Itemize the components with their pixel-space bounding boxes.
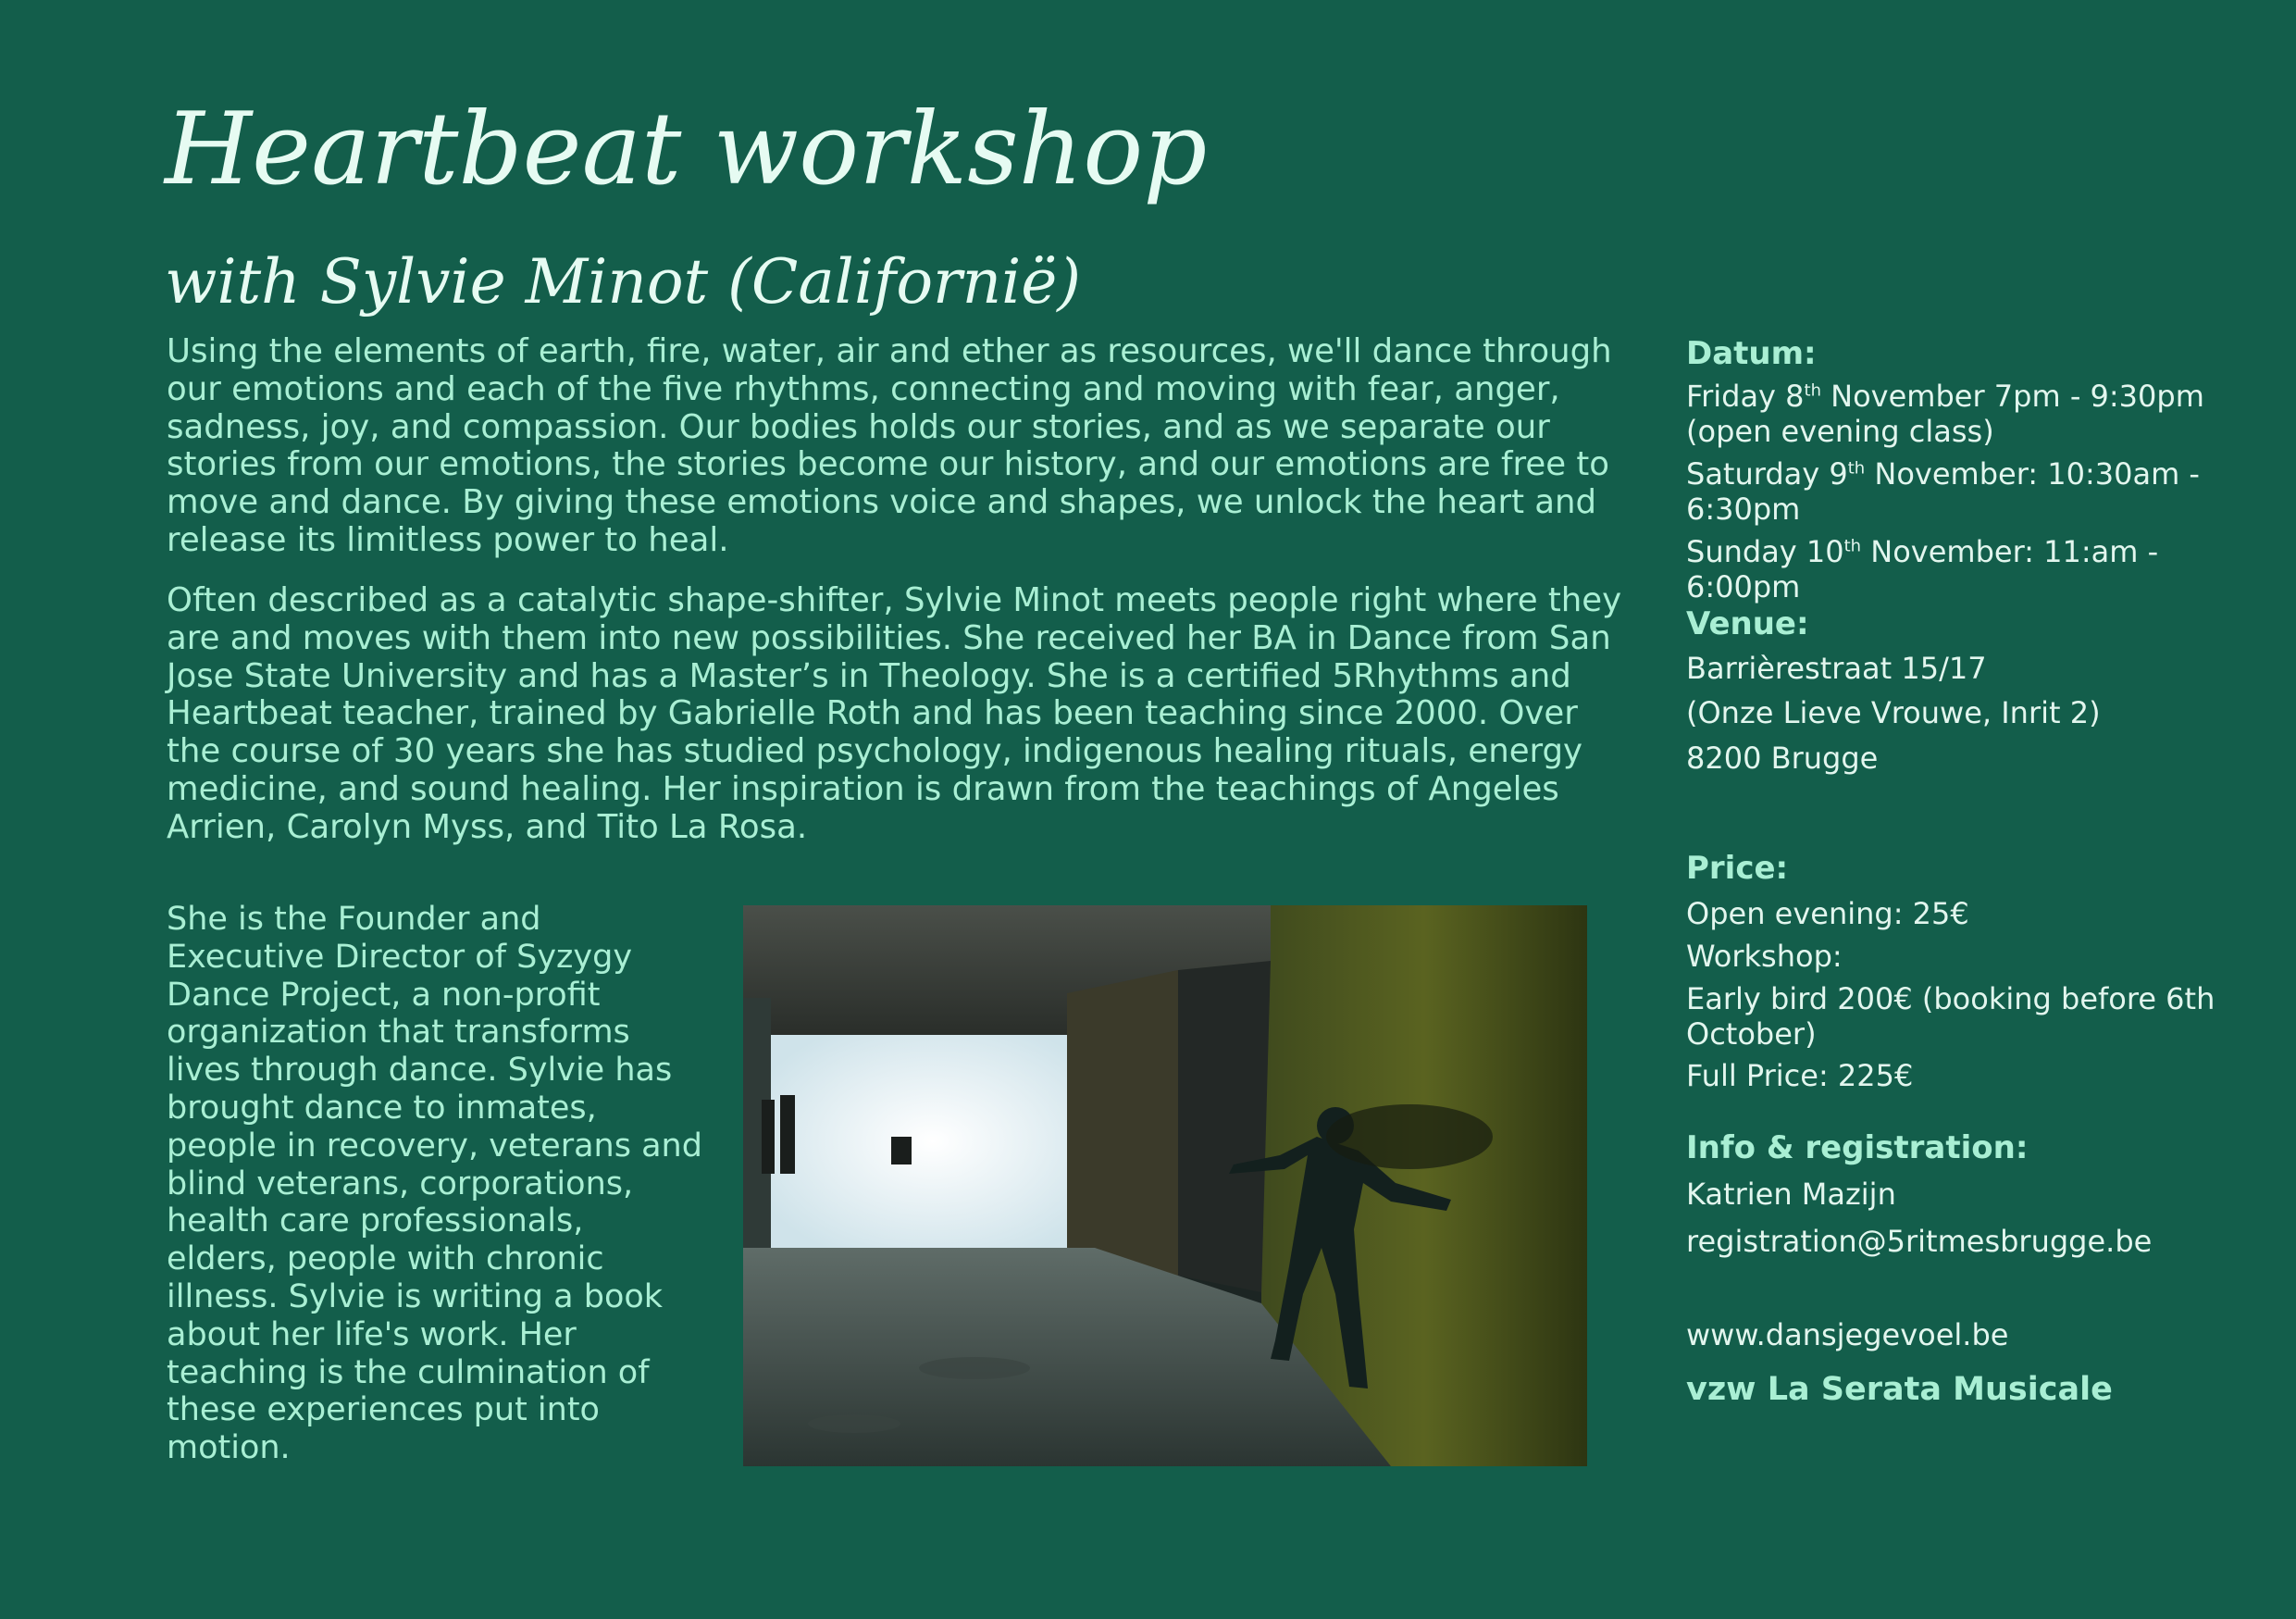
organization-name: vzw La Serata Musicale: [1686, 1371, 2113, 1408]
teacher-bio-paragraph: Often described as a catalytic shape-shifter, Sylvie Minot meets people right where they are and moves with them into new possibilities. She received her BA in Dance from San Jose State University and has a Master’s in Theology. She is a certified 5Rhythms and Heartbeat teacher, trained by Gabrielle Roth and has been teaching since 2000. Over the course of 30 years she has studied psychology, indigenous healing rituals, energy medicine, and sound healing. Her inspiration is drawn from the teachings of Angeles Arrien, Carolyn Myss, and Tito La Rosa.: [167, 581, 1622, 846]
price-early-bird: Early bird 200€ (booking before 6th October): [1686, 981, 2215, 1052]
venue-city: 8200 Brugge: [1686, 741, 1879, 776]
info-heading: Info & registration:: [1686, 1129, 2029, 1166]
workshop-title: Heartbeat workshop: [165, 92, 1208, 207]
price-heading: Price:: [1686, 850, 1789, 887]
contact-name: Katrien Mazijn: [1686, 1177, 1896, 1212]
price-workshop-label: Workshop:: [1686, 939, 1843, 974]
date-saturday: Saturday 9th November: 10:30am - 6:30pm: [1686, 456, 2200, 527]
venue-heading: Venue:: [1686, 605, 1809, 642]
founder-paragraph: She is the Founder and Executive Director of Syzygy Dance Project, a non-profit organization that transforms lives through dance. Sylvie has brought dance to inmates, people in recovery, veterans and blind veterans, corporations, health care professionals, elders, people with chronic illness. Sylvie is writing a book about her life's work. Her teaching is the culmination of these experiences put into motion.: [167, 901, 702, 1467]
price-open-evening: Open evening: 25€: [1686, 896, 1969, 931]
date-friday: Friday 8th November 7pm - 9:30pm (open evening class): [1686, 379, 2204, 449]
website-link[interactable]: www.dansjegevoel.be: [1686, 1317, 2009, 1352]
datum-heading: Datum:: [1686, 335, 1817, 372]
date-sunday: Sunday 10th November: 11:am - 6:00pm: [1686, 534, 2159, 604]
dancer-photo: [743, 905, 1587, 1466]
workshop-subtitle: with Sylvie Minot (Californië): [165, 246, 1082, 318]
price-full: Full Price: 225€: [1686, 1058, 1914, 1093]
venue-street: Barrièrestraat 15/17: [1686, 651, 1987, 686]
venue-entrance: (Onze Lieve Vrouwe, Inrit 2): [1686, 695, 2101, 730]
contact-email-link[interactable]: registration@5ritmesbrugge.be: [1686, 1224, 2153, 1259]
intro-paragraph: Using the elements of earth, fire, water, air and ether as resources, we'll dance through our emotions and each of the five rhythms, connecting and moving with fear, anger, sadness, joy, and compassion. Our bodies holds our stories, and as we separate our stories from our emotions, the stories become our history, and our emotions are free to move and dance. By giving these emotions voice and shapes, we unlock the heart and release its limitless power to heal.: [167, 332, 1612, 559]
